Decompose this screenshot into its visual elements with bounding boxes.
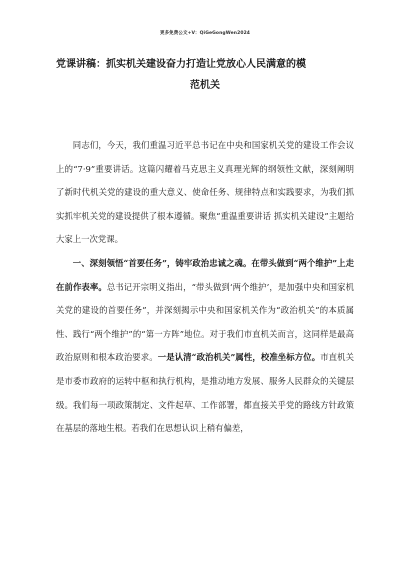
section-1-text-2: 市直机关是市委市政府的运转中枢和执行机构，是推动地方发展、服务人民群众的关键层级。我们每一项政策制定、文件起草、工作部署，都直接关乎党的路线方针政策在基层的落地生根。若我们在思想认识上稍有偏差，	[56, 352, 355, 434]
section-1-heading: 一、深刻领悟“首要任务”，铸牢政治忠诚之魂。在带头做到“两个维护”上走在前作表率。	[56, 257, 354, 292]
paragraph-section-1	[56, 252, 354, 441]
document-title	[56, 0, 354, 96]
section-1-subheading: 一是认清“政治机关”属性，校准坐标方位。	[157, 352, 321, 363]
title-line-2: 范机关	[190, 80, 220, 91]
title-line-1: 党课讲稿：抓实机关建设奋力打造让党放心人民满意的模	[56, 59, 306, 70]
paragraph-intro: 同志们，今天，我们重温习近平总书记在中央和国家机关党的建设工作会议上的“7·9”重要讲话。这篇闪耀着马克思主义真理光辉的纲领性文献，深刻阐明了新时代机关党的建设的重大意义、使命任务、规律特点和实践要求，为我们抓实抓牢机关党的建设提供了根本遵循。聚焦“重温重要讲话 抓实机关建设”主题给大家上一次党课。	[56, 140, 354, 245]
document-body	[56, 134, 354, 441]
header-watermark: 更多免费公文+V：QiGeGongWen2024	[159, 31, 251, 36]
section-1-text: 总书记开宗明义指出，“带头做到‘两个维护’，是加强中央和国家机关党的建设的首要任务”，并深刻揭示中央和国家机关作为“政治机关”的本质属性、践行“两个维护”的“第一方阵”地位。对于我们市直机关而言，这同样是最高政治原则和根本政治要求。	[56, 281, 354, 363]
